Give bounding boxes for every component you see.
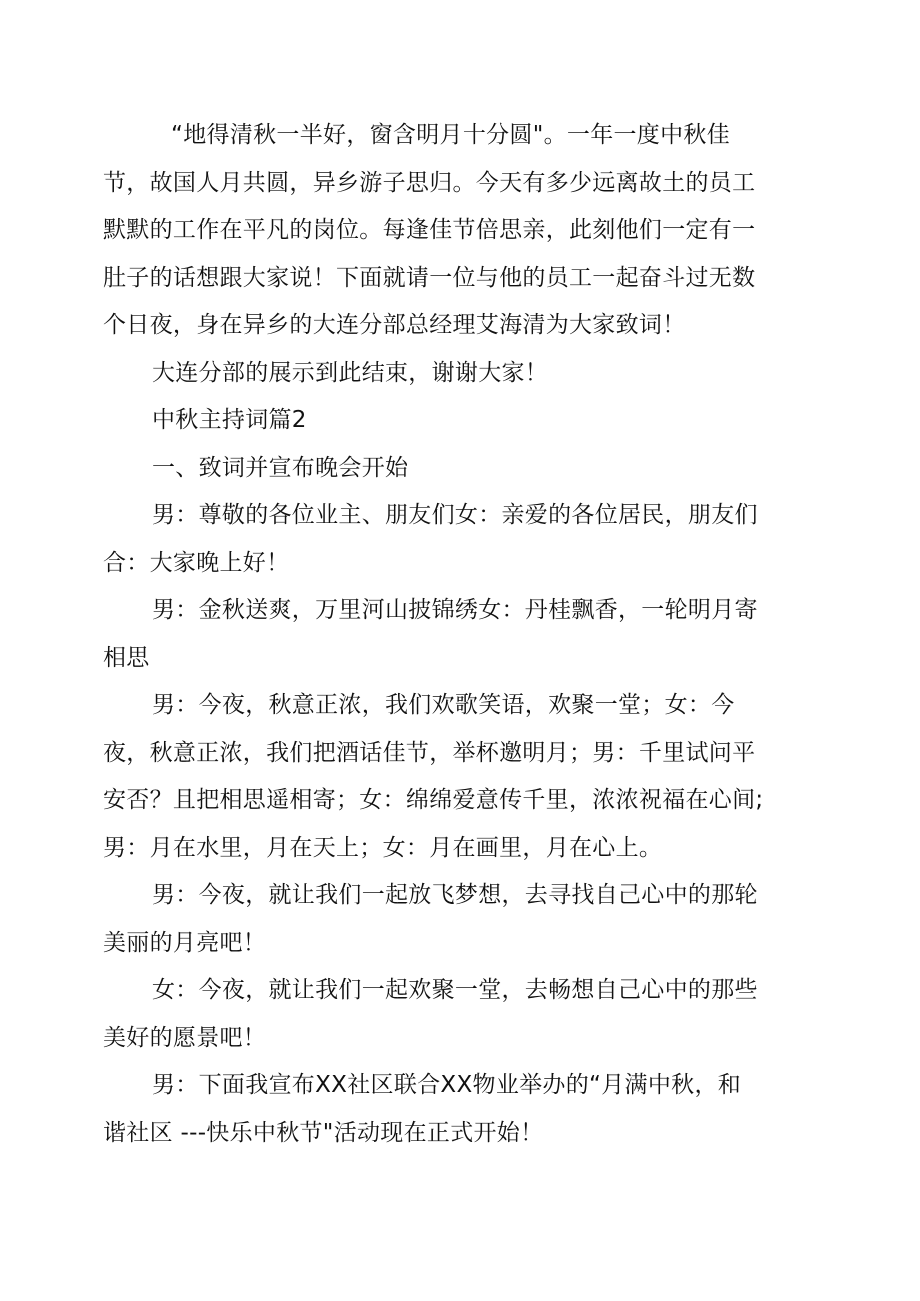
text-line: 默默的工作在平凡的岗位。每逢佳节倍思亲，此刻他们一定有一 [103,217,756,243]
text-line: 男：月在水里，月在天上；女：月在画里，月在心上。 [103,834,663,861]
text-line: “地得清秋一半好，窗含明月十分圆"。一年一度中秋佳 [171,122,730,148]
text-line: 肚子的话想跟大家说！下面就请一位与他的员工一起奋斗过无数 [103,264,756,291]
text-line: 个日夜，身在异乡的大连分部总经理艾海清为大家致词！ [103,312,686,338]
text-line: 美好的愿景吧！ [103,1024,267,1051]
text-line: 夜，秋意正浓，我们把酒话佳节，举杯邀明月；男：千里试问平 [103,739,756,766]
text-line: 谐社区 ---快乐中秋节"活动现在正式开始！ [103,1119,544,1146]
text-line: 节，故国人月共圆，异乡游子思归。今天有多少远离故土的员工 [103,169,756,196]
subsection-heading: 一、致词并宣布晚会开始 [152,454,409,481]
text-line: 大连分部的展示到此结束，谢谢大家！ [152,359,549,386]
text-line: 男：今夜，秋意正浓，我们欢歌笑语，欢聚一堂；女：今 [152,692,735,718]
text-line: 相思 [103,644,150,671]
text-line: 合：大家晚上好！ [103,549,290,576]
text-line: 男：金秋送爽，万里河山披锦绣女：丹桂飘香，一轮明月寄 [152,597,758,623]
text-line: 男：尊敬的各位业主、朋友们女：亲爱的各位居民，朋友们 [152,502,758,528]
text-line: 男：下面我宣布XX社区联合XX物业举办的“月满中秋，和 [152,1072,742,1098]
text-line: 安否？且把相思遥相寄；女：绵绵爱意传千里，浓浓祝福在心间; [103,787,764,813]
text-line: 女：今夜，就让我们一起欢聚一堂，去畅想自己心中的那些 [152,977,758,1003]
section-heading: 中秋主持词篇2 [152,407,307,433]
text-line: 男：今夜，就让我们一起放飞梦想，去寻找自己心中的那轮 [152,882,758,908]
text-line: 美丽的月亮吧！ [103,929,267,956]
document-body [103,112,793,1157]
